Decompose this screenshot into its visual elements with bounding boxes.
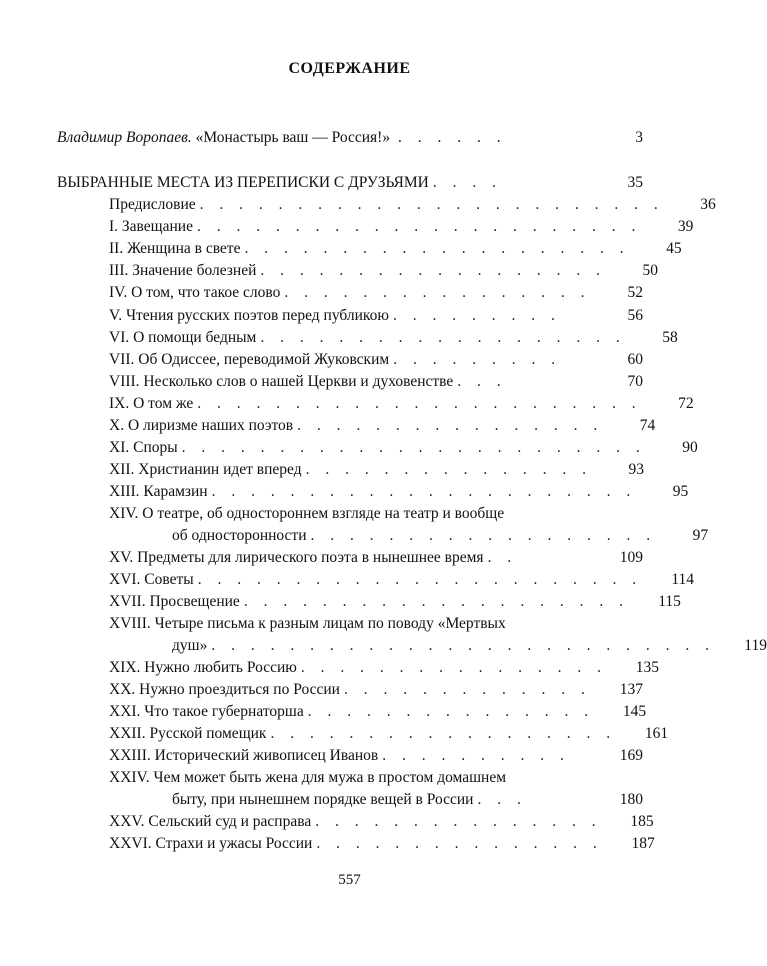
toc-entry-title-line: XVIII. Четыре письма к разным лицам по поводу «Мертвых [109,615,506,632]
toc-entry-title: XI. Споры [109,439,178,456]
toc-intro-row [57,127,643,149]
toc-entry-row [109,437,698,459]
toc-entry-row [172,525,709,547]
toc-entry-title: XV. Предметы для лирического поэта в нынешнее время [109,549,484,566]
toc-entry-page: 185 [630,813,654,830]
toc-entry-title: XIX. Нужно любить Россию [109,659,297,676]
toc-entry-row [109,811,654,833]
toc-entry-dots: . . . . . . . . . . . . . . . [305,461,592,478]
toc-entry-continuation: душ» [172,637,208,654]
toc-entry-dots: . . . . . . . . . . . . . . . . . . [310,527,657,544]
toc-entry-title: XVII. Просвещение [109,593,240,610]
toc-entry-page: 50 [642,262,659,279]
toc-entry-dots: . . . . . . . . . . [382,747,570,764]
section-dots: . . . . [432,174,502,191]
toc-entry-dots: . . . . . . . . . [393,351,562,368]
toc-entry-page: 187 [631,835,655,852]
toc-entry-row [109,327,678,349]
toc-entry-dots: . . . . . . . . . . . . . . . [316,835,603,852]
toc-entry-row [109,305,643,327]
toc-entry-page: 97 [692,527,709,544]
toc-entry-dots: . . . . . . . . . . . . . . . [307,703,595,720]
toc-entry-title: Предисловие [109,196,196,213]
toc-entry-page: 169 [619,747,643,764]
toc-entry-page: 36 [700,196,716,213]
toc-entry-row [172,635,767,657]
toc-entry-dots: . . . . . . . . . . . . . . . . . . . . . . . [197,395,642,412]
toc-entry-page: 70 [627,373,643,390]
toc-entry-page: 135 [635,659,660,676]
toc-section-row [57,172,643,194]
toc-entry-title: IV. О том, что такое слово [109,284,281,301]
toc-entry-title-line: XXIV. Чем может быть жена для мужа в простом домашнем [109,769,507,786]
page-title: СОДЕРЖАНИЕ [288,60,411,77]
toc-entry-title: XXII. Русской помещик [109,725,267,742]
toc-entry-title: VII. Об Одиссее, переводимой Жуковским [109,351,390,368]
toc-entry-row [109,679,643,701]
toc-entry-dots: . . . . . . . . . . . . . [343,681,591,698]
toc-entry-dots: . . . . . . . . . . . . . . . . . . . [260,329,626,346]
toc-entry-title: XXI. Что такое губернаторша [109,703,304,720]
toc-entry-page: 95 [672,483,689,500]
toc-entry-row [109,833,655,855]
toc-entry-dots: . . . . . . . . . . . . . . . . . . . . [243,593,629,610]
toc-entry-title: XX. Нужно проездиться по России [109,681,340,698]
intro-dots: . . . . . . [397,129,507,146]
toc-entry-title: I. Завещание [109,218,193,235]
toc-entry-row [109,415,656,437]
toc-entry-row [109,657,660,679]
toc-entry-dots: . . . . . . . . . . . . . . . . . . . . . . [211,483,637,500]
toc-entry-page: 45 [666,240,682,257]
toc-entry-dots: . . . . . . . . . . . . . . . . . . . . [244,240,630,257]
toc-entry-page: 109 [619,549,643,566]
toc-entry-dots: . . . [457,373,507,390]
toc-entry-page: 58 [662,329,678,346]
toc-entry-page: 60 [627,351,643,368]
toc-entry-title: X. О лиризме наших поэтов [109,417,294,434]
toc-entry-title: VIII. Несколько слов о нашей Церкви и духовенстве [109,373,454,390]
intro-text: «Монастырь ваш — Россия!» [195,129,391,146]
toc-entry-row [109,349,643,371]
toc-entry-row [109,194,716,216]
toc-entry-row [109,216,694,238]
toc-intro-title [57,127,631,149]
toc-entry-page: 90 [682,439,698,456]
toc-entry-title-line: XIV. О театре, об одностороннем взгляде на театр и вообще [109,505,505,522]
toc-entry-dots: . . . . . . . . . . . . . . . . . . [260,262,607,279]
toc-entry-page: 180 [619,791,643,808]
toc-entry-row [109,701,647,723]
toc-entry-title: XIII. Карамзин [109,483,208,500]
toc-entry-row [109,723,669,745]
toc-entry-title: V. Чтения русских поэтов перед публикою [109,307,389,324]
toc-entry-dots: . . [487,549,518,566]
toc-entry-dots: . . . . . . . . . . . . . . . . [297,417,604,434]
toc-entry-page: 72 [678,395,694,412]
toc-entry-row [109,745,643,767]
toc-entry-page: 145 [622,703,647,720]
toc-entry-page: 52 [627,284,643,301]
toc-entry-row [109,238,682,260]
toc-entry-row [172,789,643,811]
toc-entry-page: 74 [639,417,656,434]
toc-entry-dots: . . . [477,791,527,808]
toc-entry-dots: . . . . . . . . . . . . . . . [315,813,602,830]
toc-entry-row [109,282,643,304]
toc-entry-row [109,547,643,569]
toc-entry-title: XXVI. Страхи и ужасы России [109,835,313,852]
toc-entry-page: 56 [627,307,643,324]
toc-entry-page: 119 [744,637,767,654]
toc-entry-dots: . . . . . . . . . . . . . . . . . . . . . . . . [181,439,646,456]
toc-entry-page: 115 [658,593,681,610]
toc-entry-row [109,591,681,613]
toc-entry-row [109,393,694,415]
toc-entry-page: 93 [628,461,644,478]
toc-entry-page: 137 [619,681,643,698]
toc-entry-continuation: быту, при нынешнем порядке вещей в России [172,791,474,808]
intro-page: 3 [635,129,643,146]
toc-entry-title: III. Значение болезней [109,262,257,279]
toc-entry-title: XXV. Сельский суд и расправа [109,813,312,830]
toc-entry-row [109,371,643,393]
toc-entry-page: 161 [644,725,669,742]
toc-entry-dots: . . . . . . . . . [392,307,561,324]
toc-entry-row [109,459,643,481]
page-number: 557 [338,872,361,888]
toc-entry-continuation: об односторонности [172,527,307,544]
toc-entry-page: 39 [677,218,694,235]
toc-entry-dots: . . . . . . . . . . . . . . . . [300,659,608,676]
toc-entry-row [109,481,689,503]
section-title: ВЫБРАННЫЕ МЕСТА ИЗ ПЕРЕПИСКИ С ДРУЗЬЯМИ [57,174,429,191]
toc-entry-title: VI. О помощи бедным [109,329,257,346]
toc-entry-dots: . . . . . . . . . . . . . . . . . . . . . . . . . . [211,637,715,654]
toc-entry-row [109,260,659,282]
toc-entry-dots: . . . . . . . . . . . . . . . . [284,284,591,301]
toc-entry-title: II. Женщина в свете [109,240,241,257]
toc-entry-title: IX. О том же [109,395,194,412]
toc-entry-dots: . . . . . . . . . . . . . . . . . . [270,725,617,742]
toc-entry-title: XXIII. Исторический живописец Иванов [109,747,379,764]
intro-author: Владимир Воропаев. [57,129,192,146]
toc-entry-title: XVI. Советы [109,571,194,588]
toc-entry-dots: . . . . . . . . . . . . . . . . . . . . . . . [196,218,642,235]
section-page: 35 [627,174,643,191]
toc-entry-page: 114 [671,571,695,588]
toc-entry-dots: . . . . . . . . . . . . . . . . . . . . . . . [197,571,643,588]
toc-entry-title: XII. Христианин идет вперед [109,461,302,478]
toc-entry-row [109,569,695,591]
toc-entry-dots: . . . . . . . . . . . . . . . . . . . . . . . . [199,196,664,213]
